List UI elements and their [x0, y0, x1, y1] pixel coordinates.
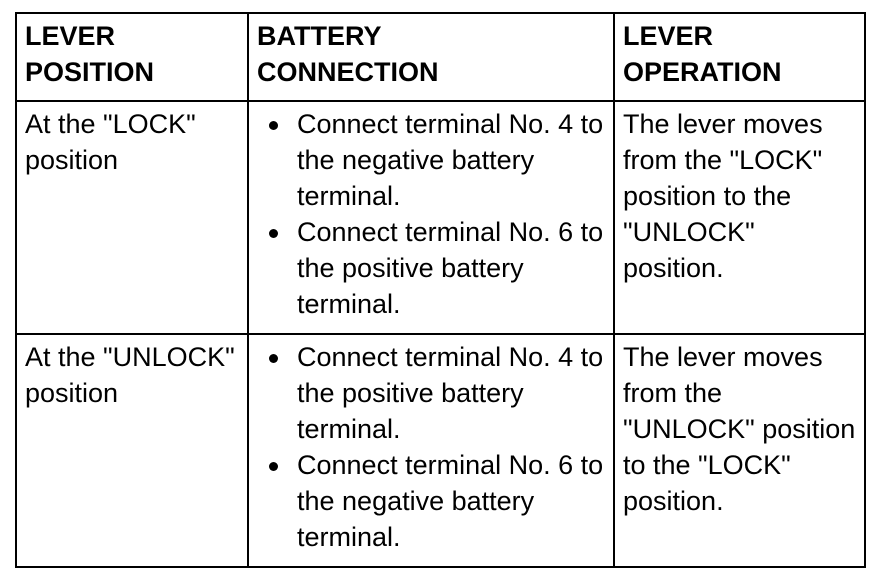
connection-list — [257, 339, 607, 555]
header-text: BATTERY — [257, 21, 382, 51]
lever-battery-table — [15, 12, 866, 568]
list-item-text: Connect terminal No. 4 to the negative battery terminal. — [297, 109, 604, 211]
header-battery-connection — [248, 13, 614, 101]
cell-lever-position: At the "LOCK" position — [16, 101, 248, 334]
list-item — [257, 339, 607, 447]
bullet-icon — [269, 121, 278, 130]
bullet-icon — [269, 354, 278, 363]
cell-lever-operation: The lever moves from the "UNLOCK" position to the "LOCK" position. — [614, 334, 865, 567]
list-item — [257, 106, 607, 214]
list-item-text: Connect terminal No. 6 to the positive battery terminal. — [297, 217, 604, 319]
header-lever-position — [16, 13, 248, 101]
header-row — [16, 13, 865, 101]
cell-lever-operation: The lever moves from the "LOCK" position to the "UNLOCK" position. — [614, 101, 865, 334]
list-item-text: Connect terminal No. 6 to the negative battery terminal. — [297, 450, 604, 552]
list-item — [257, 447, 607, 555]
header-text: LEVER — [623, 21, 714, 51]
list-item — [257, 214, 607, 322]
connection-list — [257, 106, 607, 322]
table-row — [16, 101, 865, 334]
cell-battery-connection — [248, 101, 614, 334]
cell-lever-position: At the "UNLOCK" position — [16, 334, 248, 567]
bullet-icon — [269, 229, 278, 238]
header-lever-operation — [614, 13, 865, 101]
header-text: LEVER — [25, 21, 116, 51]
cell-battery-connection — [248, 334, 614, 567]
bullet-icon — [269, 462, 278, 471]
header-text: POSITION — [25, 57, 155, 87]
header-text: OPERATION — [623, 57, 782, 87]
header-text: CONNECTION — [257, 57, 439, 87]
list-item-text: Connect terminal No. 4 to the positive battery terminal. — [297, 342, 604, 444]
table-row — [16, 334, 865, 567]
